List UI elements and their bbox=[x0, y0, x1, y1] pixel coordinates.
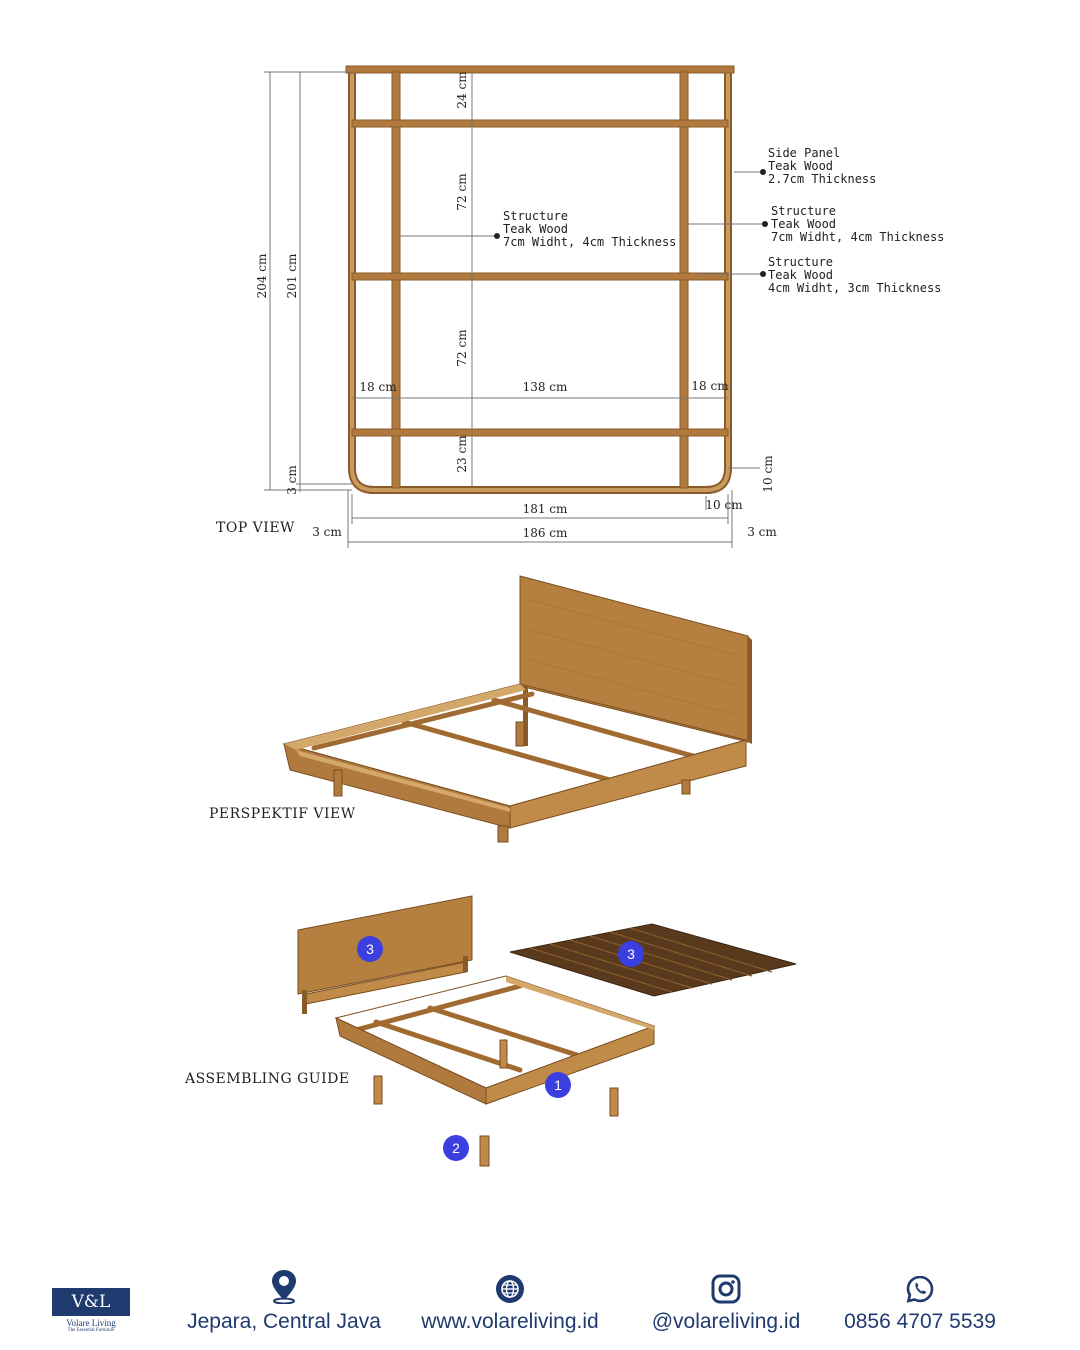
svg-text:3: 3 bbox=[627, 946, 635, 962]
assembly-frame-front bbox=[336, 1018, 486, 1104]
svg-text:Teak Wood: Teak Wood bbox=[503, 222, 569, 236]
cross-beam-3 bbox=[352, 429, 728, 436]
assembling-guide bbox=[184, 896, 796, 1166]
note-side-panel bbox=[768, 146, 876, 186]
dim-10-vertical: 10 cm bbox=[761, 455, 775, 493]
instagram-icon bbox=[644, 1268, 808, 1304]
assembling-guide-label: ASSEMBLING GUIDE bbox=[185, 1071, 350, 1087]
dim-186: 186 cm bbox=[522, 526, 568, 540]
svg-text:2: 2 bbox=[452, 1140, 460, 1156]
dim-72-upper: 72 cm bbox=[455, 173, 469, 211]
svg-text:7cm Widht, 4cm Thickness: 7cm Widht, 4cm Thickness bbox=[503, 235, 677, 249]
footer-instagram[interactable] bbox=[644, 1268, 808, 1334]
dim-3-left: 3 cm bbox=[285, 465, 299, 495]
perspective-right-side bbox=[510, 740, 746, 828]
logo-tag: The Essential Furniture bbox=[67, 1328, 115, 1333]
logo-mark: V&L bbox=[52, 1288, 130, 1316]
cross-beam-2 bbox=[352, 273, 728, 280]
perspective-view bbox=[209, 576, 752, 842]
location-text: Jepara, Central Java bbox=[187, 1310, 381, 1333]
dim-24: 24 cm bbox=[455, 71, 469, 109]
dim-18-left: 18 cm bbox=[359, 380, 397, 394]
dim-23: 23 cm bbox=[455, 435, 469, 473]
dim-3-bottom-left: 3 cm bbox=[312, 525, 342, 539]
footer-location bbox=[186, 1268, 382, 1334]
brand-logo bbox=[52, 1288, 130, 1333]
svg-text:Teak Wood: Teak Wood bbox=[771, 217, 837, 231]
whatsapp-icon bbox=[840, 1268, 1000, 1304]
badge-slats bbox=[618, 941, 644, 967]
note-structure-right-2 bbox=[768, 255, 941, 295]
svg-text:Side Panel: Side Panel bbox=[768, 146, 841, 160]
dimension-lines bbox=[264, 72, 764, 548]
top-view-label: TOP VIEW bbox=[216, 520, 295, 536]
instagram-handle[interactable]: @volareliving.id bbox=[651, 1310, 801, 1333]
dim-181: 181 cm bbox=[522, 502, 568, 516]
badge-headboard bbox=[357, 936, 383, 962]
dim-201: 201 cm bbox=[285, 253, 299, 299]
note-structure-right-1 bbox=[771, 204, 944, 244]
footer-website[interactable] bbox=[420, 1268, 600, 1334]
svg-text:4cm Widht, 3cm Thickness: 4cm Widht, 3cm Thickness bbox=[768, 281, 942, 295]
svg-text:3: 3 bbox=[366, 941, 374, 957]
perspective-view-label: PERSPEKTIF VIEW bbox=[209, 806, 356, 822]
dim-138: 138 cm bbox=[522, 380, 568, 394]
note-structure-center bbox=[503, 209, 676, 249]
svg-text:Structure: Structure bbox=[768, 255, 834, 269]
globe-icon bbox=[420, 1268, 600, 1304]
svg-text:2.7cm Thickness: 2.7cm Thickness bbox=[768, 172, 877, 186]
dim-10-horizontal: 10 cm bbox=[705, 498, 743, 512]
svg-text:Structure: Structure bbox=[771, 204, 837, 218]
website-link[interactable]: www.volareliving.id bbox=[421, 1310, 599, 1333]
svg-text:Teak Wood: Teak Wood bbox=[768, 268, 834, 282]
cross-beam-1 bbox=[352, 120, 728, 127]
badge-legs bbox=[443, 1135, 469, 1161]
phone-number[interactable]: 0856 4707 5539 bbox=[844, 1310, 996, 1333]
footer bbox=[0, 1268, 1080, 1350]
headboard-bar bbox=[346, 66, 734, 73]
logo-brand: Volare Living bbox=[66, 1318, 116, 1328]
svg-text:Teak Wood: Teak Wood bbox=[768, 159, 834, 173]
svg-text:1: 1 bbox=[554, 1077, 562, 1093]
svg-text:Structure: Structure bbox=[503, 209, 569, 223]
dim-3-bottom-right: 3 cm bbox=[747, 525, 777, 539]
top-view bbox=[216, 66, 944, 548]
dim-72-lower: 72 cm bbox=[455, 329, 469, 367]
footer-phone[interactable] bbox=[840, 1268, 1000, 1334]
badge-frame bbox=[545, 1072, 571, 1098]
dim-18-right: 18 cm bbox=[691, 379, 729, 393]
svg-text:7cm Widht, 4cm Thickness: 7cm Widht, 4cm Thickness bbox=[771, 230, 945, 244]
location-pin-icon bbox=[186, 1268, 382, 1304]
dim-204: 204 cm bbox=[255, 253, 269, 299]
